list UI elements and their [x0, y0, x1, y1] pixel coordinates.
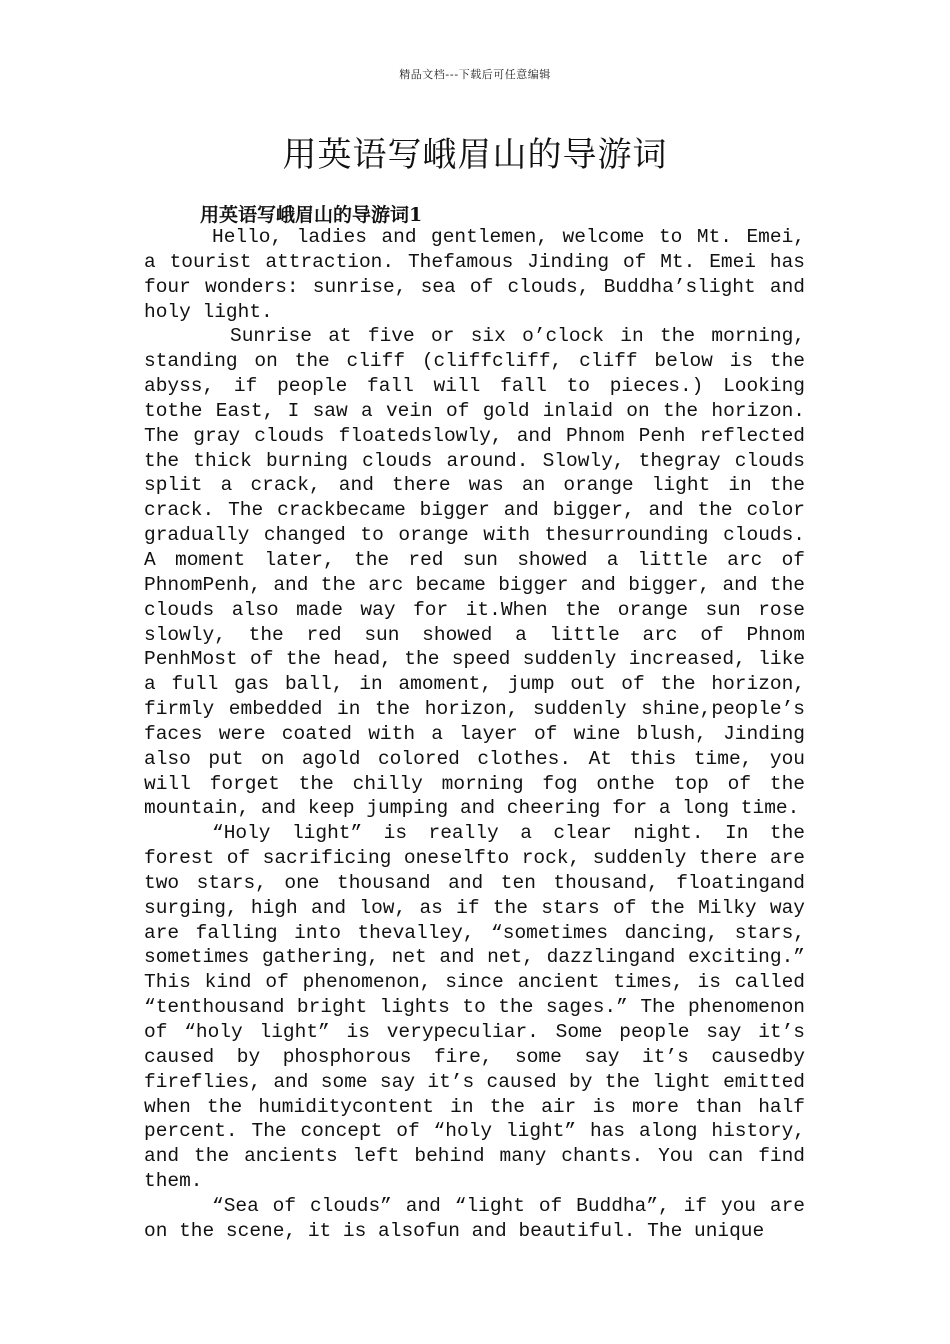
section-heading: 用英语写峨眉山的导游词1 — [200, 204, 423, 226]
paragraph-holy-light: “Holy light” is really a clear night. In the forest of sacrificing oneselfto rock, suddenly there are two stars, one thousand and ten thousand, floatingand surging, high and low, as if the stars of the Milky way are falling into thevalley, “sometimes dancing, stars, sometimes gathering, net and net, dazzlingand exciting.” This kind of phenomenon, since ancient times, is called “tenthousand bright lights to the sages.” The phenomenon of “holy light” is verypeculiar. Some people say it’s caused by phosphorous fire, some say it’s causedby fireflies, and some say it’s caused by the light emitted when the humiditycontent in the air is more than half percent. The concept of “holy light” has along history, and the ancients left behind many chants. You can find them. — [144, 822, 805, 1193]
paragraph-sea-of-clouds: “Sea of clouds” and “light of Buddha”, if you are on the scene, it is alsofun and beautiful. The unique — [144, 1194, 805, 1242]
paragraph-sunrise: Sunrise at five or six o’clock in the morning, standing on the cliff (cliffcliff, cliff below is the abyss, if people fall will fall to pieces.) Looking tothe East, I saw a vein of gold inlaid on the horizon. The gray clouds floatedslowly, and Phnom Penh reflected the thick burning clouds around. Slowly, thegray clouds split a crack, and there was an orange light in the crack. The crackbecame bigger and bigger, and the color gradually changed to orange with thesurrounding clouds. A moment later, the red sun showed a little arc of PhnomPenh, and the arc became bigger and bigger, and the clouds also made way for it.When the orange sun rose slowly, the red sun showed a little arc of Phnom PenhMost of the head, the speed suddenly increased, like a full gas ball, in amoment, jump out of the horizon, firmly embedded in the horizon, suddenly shine,people’s faces were coated with a layer of wine blush, Jinding also put on agold colored clothes. At this time, you will forget the chilly morning fog onthe top of the mountain, and keep jumping and cheering for a long time. — [144, 325, 805, 820]
document-body — [144, 225, 805, 1244]
page-header-watermark: 精品文档---下载后可任意编辑 — [399, 68, 551, 81]
document-title: 用英语写峨眉山的导游词 — [282, 135, 668, 175]
paragraph-intro: Hello, ladies and gentlemen, welcome to Mt. Emei, a tourist attraction. Thefamous Jinding of Mt. Emei has four wonders: sunrise, sea of clouds, Buddha’slight and holy light. — [144, 226, 805, 323]
